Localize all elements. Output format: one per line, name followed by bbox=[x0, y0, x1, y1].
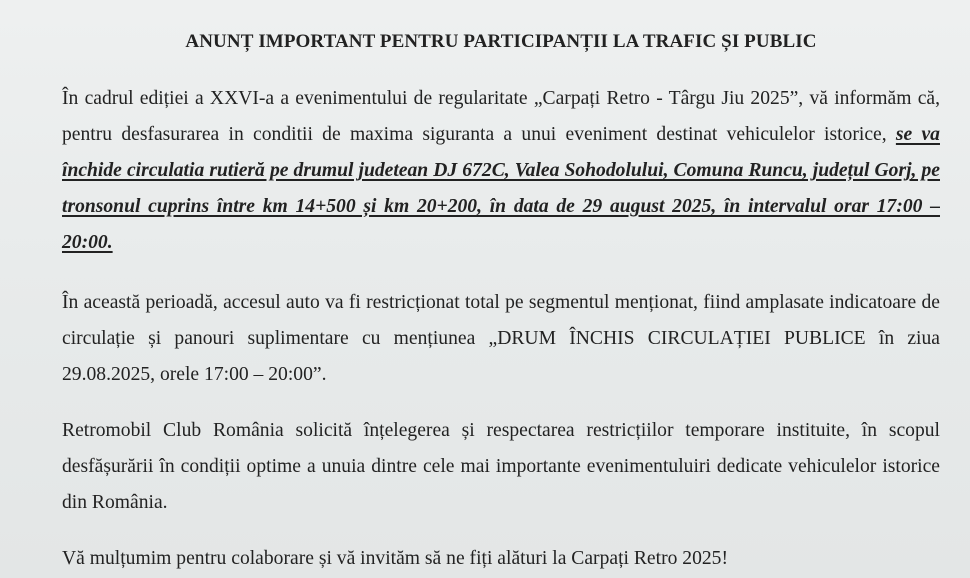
paragraph-announcement-lead: În cadrul ediției a XXVI-a a evenimentului de regularitate „Carpați Retro - Târgu Jiu 2025”, vă informăm că, pentru desfasurarea in conditii de maxima siguranta a unui eveniment destinat vehiculelor istorice, bbox=[62, 88, 940, 145]
road-closure-details: se va închide circulatia rutieră pe drumul judetean DJ 672C, Valea Sohodolului, Comuna Runcu, județul Gorj, pe tronsonul cuprins între km 14+500 și km 20+200, în data de 29 august 2025, în intervalul orar 17:00 – 20:00. bbox=[62, 124, 940, 253]
paragraph-thanks: Vă mulțumim pentru colaborare și vă invităm să ne fiți alături la Carpați Retro 2025! bbox=[62, 548, 728, 569]
document-title: ANUNȚ IMPORTANT PENTRU PARTICIPANȚII LA TRAFIC ȘI PUBLIC bbox=[185, 31, 817, 52]
paragraph-announcement bbox=[62, 81, 940, 261]
paragraph-restrictions: În această perioadă, accesul auto va fi restricționat total pe segmentul menționat, fiind amplasate indicatoare de circulație și panouri suplimentare cu mențiunea „DRUM ÎNCHIS CIRCULAȚIEI PUBLICE în ziua 29.08.2025, orele 17:00 – 20:00”. bbox=[62, 292, 940, 385]
paragraph-club-request: Retromobil Club România solicită înțelegerea și respectarea restricțiilor temporare instituite, în scopul desfășurării în condiții optime a unuia dintre cele mai importante evenimentuluiri dedicate vehiculelor istorice din România. bbox=[62, 420, 940, 513]
